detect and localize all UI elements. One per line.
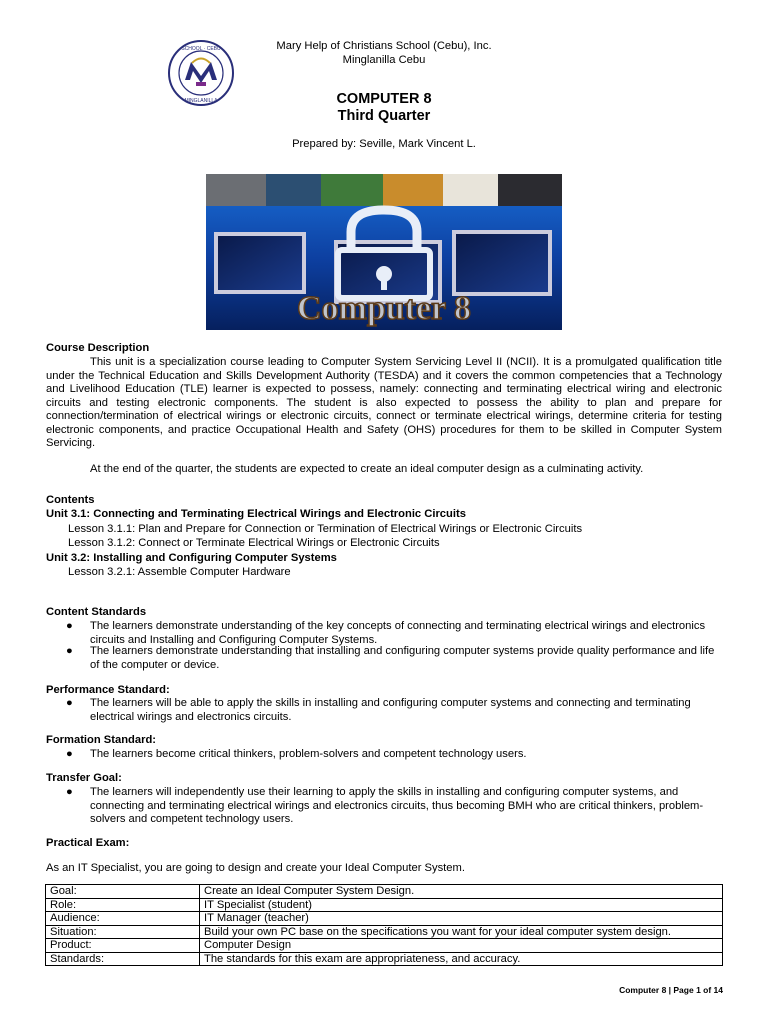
list-item [66,786,726,827]
prepared-by: Prepared by: Seville, Mark Vincent L. [292,138,476,150]
school-name: Mary Help of Christians School (Cebu), Inc. [276,40,492,52]
table-row [46,939,723,953]
list-item [66,697,726,724]
performance-standard-1: The learners will be able to apply the skills in installing and configuring computer systems and connecting and terminating electrical wirings and electronics circuits. [90,697,691,723]
row-key: Audience: [46,912,200,926]
row-value: IT Manager (teacher) [200,912,723,926]
computer-8-banner-image [206,174,562,330]
lesson-3-1-1: Lesson 3.1.1: Plan and Prepare for Connection or Termination of Electrical Wirings or Electronic Circuits [68,523,583,535]
table-row [46,925,723,939]
performance-standard-heading: Performance Standard: [46,684,170,696]
row-value: Create an Ideal Computer System Design. [200,885,723,899]
row-value: The standards for this exam are appropriateness, and accuracy. [200,952,723,966]
list-item [66,748,726,762]
svg-text:SCHOOL · CEBU: SCHOOL · CEBU [181,46,221,52]
content-standard-1: The learners demonstrate understanding of the key concepts of connecting and terminating electrical wirings and electronics circuits and Installing and Configuring Computer Systems. [90,620,706,646]
content-standards-heading: Content Standards [46,606,147,618]
row-key: Goal: [46,885,200,899]
table-row [46,885,723,899]
row-key: Standards: [46,952,200,966]
row-value: Computer Design [200,939,723,953]
row-value: Build your own PC base on the specifications you want for your ideal computer system design. [200,925,723,939]
transfer-goal-1: The learners will independently use their learning to apply the skills in installing and configuring computer systems, and connecting and terminating electrical wirings and electronics circuits, thus becoming BMH who are critical thinkers, problem-solvers and competent technology users. [90,786,704,825]
contents-heading: Contents [46,494,95,506]
course-description-paragraph: This unit is a specialization course leading to Computer System Servicing Level II (NCII). It is a promulgated qualification title under the Technical Education and Skills Development Authority (TESDA) and it covers the common competencies that a Technology and Livelihood Education (TLE) learner is expected to possess, namely: connecting and terminating electrical wiring and electronic circuits and testing electronic components. The student is also expected to possess the ability to plan and prepare for connection/termination of electrical wirings or electronic circuits, connect or terminate electrical wirings, determine criteria for testing electronic components, and practice Occupational Health and Safety (OHS) procedures for them to be skilled in Computer System Servicing. [46,356,722,449]
list-item [66,620,726,647]
unit-3-1: Unit 3.1: Connecting and Terminating Electrical Wirings and Electronic Circuits [46,508,466,520]
quarter-title: Third Quarter [337,108,431,124]
practical-exam-intro: As an IT Specialist, you are going to design and create your Ideal Computer System. [46,862,465,874]
course-description-heading: Course Description [46,342,150,354]
banner-text: Computer 8 [296,290,472,327]
lesson-3-2-1: Lesson 3.2.1: Assemble Computer Hardware [68,566,291,578]
row-key: Product: [46,939,200,953]
row-value: IT Specialist (student) [200,898,723,912]
lesson-3-1-2: Lesson 3.1.2: Connect or Terminate Electrical Wirings or Electronic Circuits [68,537,440,549]
list-item [66,645,726,672]
school-header [0,40,768,67]
course-title: COMPUTER 8 [336,91,432,107]
formation-standard-heading: Formation Standard: [46,734,157,746]
bullet-icon: ● [66,697,73,709]
content-standard-2: The learners demonstrate understanding that installing and configuring computer systems provide quality performance and life of the computer or device. [90,645,715,671]
document-title [0,91,768,125]
transfer-goal-heading: Transfer Goal: [46,772,122,784]
bullet-icon: ● [66,786,73,798]
bullet-icon: ● [66,620,73,632]
table-row [46,952,723,966]
row-key: Role: [46,898,200,912]
row-key: Situation: [46,925,200,939]
table-row [46,912,723,926]
practical-exam-heading: Practical Exam: [46,837,130,849]
course-description-closing: At the end of the quarter, the students are expected to create an ideal computer design as a culminating activity. [90,463,644,475]
grasps-table [45,884,723,966]
school-location: Minglanilla Cebu [342,53,426,66]
table-row [46,898,723,912]
page-footer: Computer 8 | Page 1 of 14 [619,985,723,995]
unit-3-2: Unit 3.2: Installing and Configuring Computer Systems [46,552,337,564]
formation-standard-1: The learners become critical thinkers, problem-solvers and competent technology users. [90,748,527,760]
svg-text:MINGLANILLA: MINGLANILLA [184,98,218,104]
bullet-icon: ● [66,748,73,760]
bullet-icon: ● [66,645,73,657]
